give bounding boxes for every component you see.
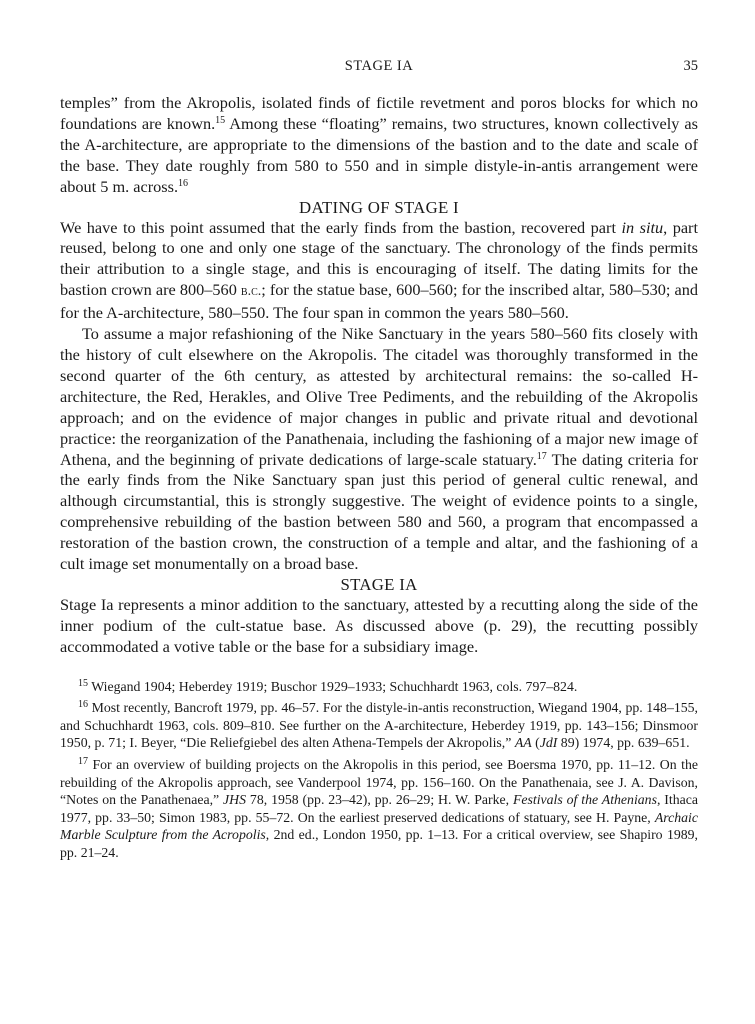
footnote-text: 89) 1974, pp. 639–651.	[557, 735, 690, 751]
footnote-ref-15[interactable]: 15	[215, 114, 226, 126]
page-number: 35	[683, 58, 698, 74]
footnote-text: Most recently, Bancroft 1979, pp. 46–57. For the distyle-in-antis reconstruction, Wiegand 1904, pp. 148–155, and Schuchhardt 1963, cols. 809–810. See further on the A-architecture, Heberdey 1919, pp. 143–156; Dinsmoor 1950, p. 71; I. Beyer, “Die Reliefgiebel des alten Athena-Tempels der Akropolis,”	[60, 700, 698, 751]
footnote-number: 16	[78, 699, 88, 711]
paragraph-continued	[60, 93, 698, 198]
text-run: To assume a major refashioning of the Nike Sanctuary in the years 580–560 fits closely with the history of cult elsewhere on the Akropolis. The citadel was thoroughly transformed in the second quarter of the 6th century, as attested by architectural remains: the so-called H-architecture, the Red, Herakles, and Olive Tree Pediments, and the rebuilding of the Akropolis approach; and on the evidence of major changes in public and private ritual and devotional practice: the reorganization of the Panathenaia, including the fashioning of a major new image of Athena, and the beginning of private dedications of large-scale statuary.	[60, 324, 698, 469]
running-head-title: STAGE IA	[344, 58, 414, 74]
paragraph-stage-ia: Stage Ia represents a minor addition to the sanctuary, attested by a recutting along the side of the inner podium of the cult-statue base. As discussed above (p. 29), the recutting possibly accommodated a votive table or the base for a subsidiary image.	[60, 594, 698, 656]
text-run: temples” from the Akropolis, isolated finds of fictile revetment and poros blocks for which no foundations are known.	[60, 93, 698, 133]
text-run: , part reused, belong to one and only one stage of the sanctuary. The chronology of the finds permits their attribution to a single stage, and this is encouraging of itself. The dating limits for the bastion crown are 800–560	[60, 217, 699, 300]
footnote-text: Wiegand 1904; Heberdey 1919; Buschor 1929–1933; Schuchhardt 1963, cols. 797–824.	[88, 678, 578, 694]
book-title: Festivals of the Athenians	[512, 792, 657, 808]
footnote-ref-17[interactable]: 17	[536, 450, 547, 462]
text-run: Among these “floating” remains, two structures, known collectively as the A-architecture, are appropriate to the dimensions of the bastion and to the date and scale of the base. They date roughly from 580 to 550 and in simple distyle-in-antis arrangement were about 5 m. across.	[60, 113, 698, 196]
paragraph-dating-2	[60, 324, 698, 575]
footnote-ref-16[interactable]: 16	[178, 177, 189, 189]
footnote-text: 78, 1958 (pp. 23–42), pp. 26–29; H. W. Parke,	[246, 792, 513, 808]
italic-term: in situ	[621, 217, 664, 237]
footnote-number: 15	[78, 677, 88, 689]
footnotes	[60, 678, 698, 862]
section-heading-dating: DATING OF STAGE I	[299, 197, 459, 217]
era-abbreviation: b.c.	[240, 284, 262, 300]
book-title: Archaic Marble Sculpture from the Acropolis	[60, 809, 698, 843]
footnote-16	[60, 699, 698, 752]
journal-abbrev: JdI	[539, 735, 558, 751]
footnote-15	[60, 678, 698, 696]
text-run: ; for the statue base, 600–560; for the inscribed altar, 580–530; and for the A-architecture, 580–550. The four span in common the years 580–560.	[60, 280, 698, 323]
journal-abbrev: AA	[514, 735, 532, 751]
text-run: We have to this point assumed that the early finds from the bastion, recovered part	[60, 217, 622, 237]
footnote-text: For an overview of building projects on the Akropolis in this period, see Boersma 1970, pp. 11–12. On the rebuilding of the Akropolis approach, see Vanderpool 1974, pp. 156–160. On the Panathenaia, see J. A. Davison, “Notes on the Panathenaea,”	[60, 757, 698, 808]
section-heading-stage-ia: STAGE IA	[340, 574, 418, 594]
running-head	[60, 58, 698, 80]
paragraph-dating-1	[60, 218, 698, 325]
page	[60, 58, 698, 866]
footnote-number: 17	[78, 756, 88, 768]
footnote-text: (	[531, 735, 540, 751]
journal-abbrev: JHS	[223, 792, 247, 808]
text-run: The dating criteria for the early finds from the Nike Sanctuary span just this period of general cultic renewal, and although circumstantial, this is strongly suggestive. The weight of evidence points to a single, comprehensive rebuilding of the bastion between 580 and 560, a program that encompassed a restoration of the bastion crown, the construction of a temple and altar, and the fashioning of a cult image set monumentally on a broad base.	[60, 449, 698, 574]
footnote-text: , Ithaca 1977, pp. 33–50; Simon 1983, pp. 55–72. On the earliest preserved dedications of statuary, see H. Payne,	[60, 792, 698, 825]
footnote-17	[60, 756, 698, 862]
footnote-text: , 2nd ed., London 1950, pp. 1–13. For a critical overview, see Shapiro 1989, pp. 21–24.	[60, 827, 699, 860]
